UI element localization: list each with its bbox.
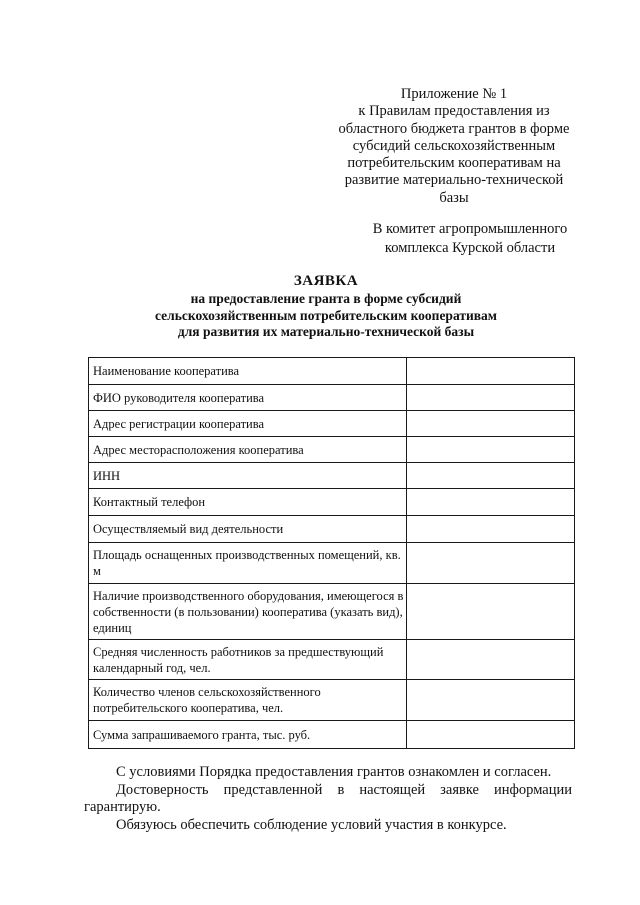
table-row xyxy=(89,516,575,543)
table-row xyxy=(89,463,575,489)
row-label: Количество членов сельскохозяйственного потребительского кооператива, чел. xyxy=(89,680,407,721)
table-row xyxy=(89,489,575,516)
row-value-field[interactable] xyxy=(407,463,575,489)
row-value-field[interactable] xyxy=(407,411,575,437)
appendix-header xyxy=(318,86,590,207)
row-value-field[interactable] xyxy=(407,358,575,385)
row-label: Контактный телефон xyxy=(89,489,407,516)
table-row xyxy=(89,640,575,680)
row-label: Средняя численность работников за предшествующий календарный год, чел. xyxy=(89,640,407,680)
appendix-line: базы xyxy=(439,189,469,206)
addressee xyxy=(350,220,590,258)
appendix-line: Приложение № 1 xyxy=(400,86,508,102)
document-title xyxy=(60,272,592,341)
title-subline: на предоставление гранта в форме субсидий xyxy=(190,291,462,306)
row-label: Сумма запрашиваемого гранта, тыс. руб. xyxy=(89,721,407,749)
row-value-field[interactable] xyxy=(407,516,575,543)
row-label: ИНН xyxy=(89,463,407,489)
row-value-field[interactable] xyxy=(407,385,575,411)
row-label: Площадь оснащенных производственных помещений, кв. м xyxy=(89,543,407,584)
statement-reliability: Достоверность представленной в настоящей заявке информации гарантирую. xyxy=(84,781,572,815)
appendix-line: областного бюджета грантов в форме xyxy=(338,120,570,137)
row-value-field[interactable] xyxy=(407,721,575,749)
appendix-line: потребительским кооперативам на xyxy=(347,155,561,172)
table-row xyxy=(89,358,575,385)
title-subline: для развития их материально-технической базы xyxy=(177,324,475,339)
closing-statements xyxy=(84,764,572,834)
row-label: Наименование кооператива xyxy=(89,358,407,385)
row-value-field[interactable] xyxy=(407,489,575,516)
row-label: Наличие производственного оборудования, имеющегося в собственности (в пользовании) кооператива (указать вид), единиц xyxy=(89,584,407,640)
addressee-line: В комитет агропромышленного xyxy=(372,221,568,237)
statement-agreement: С условиями Порядка предоставления грантов ознакомлен и согласен. xyxy=(116,764,552,780)
title-subline: сельскохозяйственным потребительским кооперативам xyxy=(155,307,497,323)
row-label: ФИО руководителя кооператива xyxy=(89,385,407,411)
row-label: Адрес регистрации кооператива xyxy=(89,411,407,437)
application-form-table xyxy=(88,357,575,749)
appendix-line: к Правилам предоставления из xyxy=(358,103,550,120)
row-value-field[interactable] xyxy=(407,543,575,584)
row-value-field[interactable] xyxy=(407,437,575,463)
table-row xyxy=(89,411,575,437)
row-label: Адрес месторасположения кооператива xyxy=(89,437,407,463)
title-main: ЗАЯВКА xyxy=(293,273,359,289)
row-value-field[interactable] xyxy=(407,640,575,680)
table-row xyxy=(89,385,575,411)
table-row xyxy=(89,584,575,640)
appendix-line: развитие материально-технической xyxy=(344,172,564,189)
row-label: Осуществляемый вид деятельности xyxy=(89,516,407,543)
table-row xyxy=(89,721,575,749)
addressee-line: комплекса Курской области xyxy=(384,240,556,256)
appendix-line: субсидий сельскохозяйственным xyxy=(352,137,556,154)
row-value-field[interactable] xyxy=(407,584,575,640)
table-row xyxy=(89,543,575,584)
table-row xyxy=(89,437,575,463)
table-row xyxy=(89,680,575,721)
statement-obligation: Обязуюсь обеспечить соблюдение условий участия в конкурсе. xyxy=(116,816,507,833)
row-value-field[interactable] xyxy=(407,680,575,721)
